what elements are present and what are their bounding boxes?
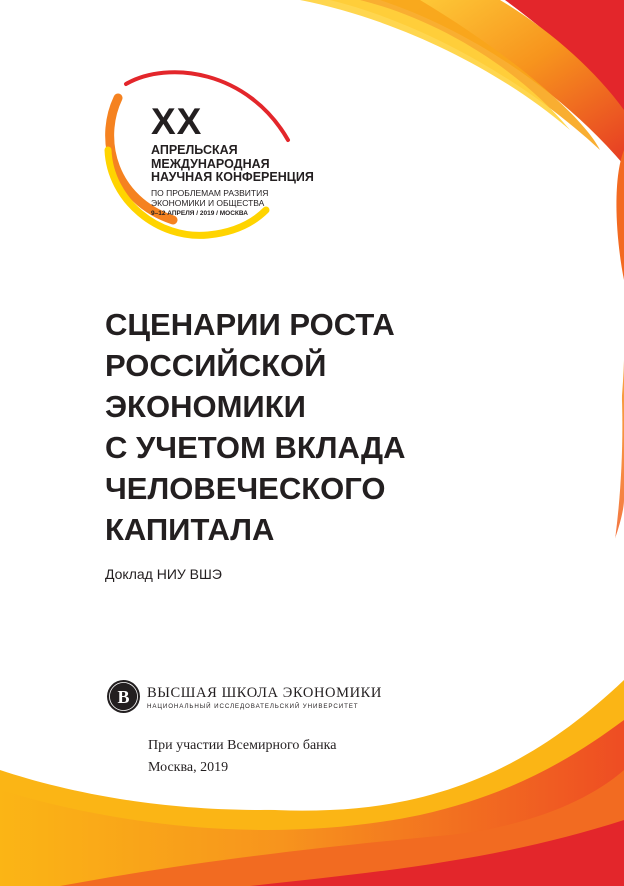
conference-dates: 9–12 АПРЕЛЯ / 2019 / МОСКВА [151, 210, 248, 217]
report-title [105, 304, 406, 550]
report-type: Доклад НИУ ВШЭ [105, 566, 222, 582]
report-title-line: С УЧЕТОМ ВКЛАДА [105, 430, 406, 465]
conference-number: XX [151, 101, 203, 142]
report-title-line: ЧЕЛОВЕЧЕСКОГО [105, 471, 386, 506]
hse-emblem-icon [106, 679, 141, 714]
report-title-line: ЭКОНОМИКИ [105, 389, 306, 424]
conference-title-line: МЕЖДУНАРОДНАЯ [151, 156, 270, 171]
conference-logo [98, 70, 318, 245]
report-title-line: КАПИТАЛА [105, 512, 275, 547]
place-year: Москва, 2019 [148, 760, 229, 775]
conference-title-line: АПРЕЛЬСКАЯ [151, 143, 238, 157]
conference-title-line: НАУЧНАЯ КОНФЕРЕНЦИЯ [151, 170, 314, 184]
publisher-subtitle: НАЦИОНАЛЬНЫЙ ИССЛЕДОВАТЕЛЬСКИЙ УНИВЕРСИТЕТ [147, 703, 359, 710]
swoosh-right-edge [616, 150, 624, 280]
conference-title [151, 144, 314, 185]
publisher-name: ВЫСШАЯ ШКОЛА ЭКОНОМИКИ [147, 685, 383, 701]
report-title-line: СЦЕНАРИИ РОСТА [105, 307, 395, 342]
report-title-line: РОССИЙСКОЙ [105, 348, 327, 383]
participation-note: При участии Всемирного банка [148, 738, 337, 753]
hse-emblem-letter: В [117, 687, 130, 707]
conference-subtitle [151, 188, 268, 208]
conference-subtitle-line: ЭКОНОМИКИ И ОБЩЕСТВА [151, 198, 265, 208]
conference-subtitle-line: ПО ПРОБЛЕМАМ РАЗВИТИЯ [151, 188, 269, 198]
